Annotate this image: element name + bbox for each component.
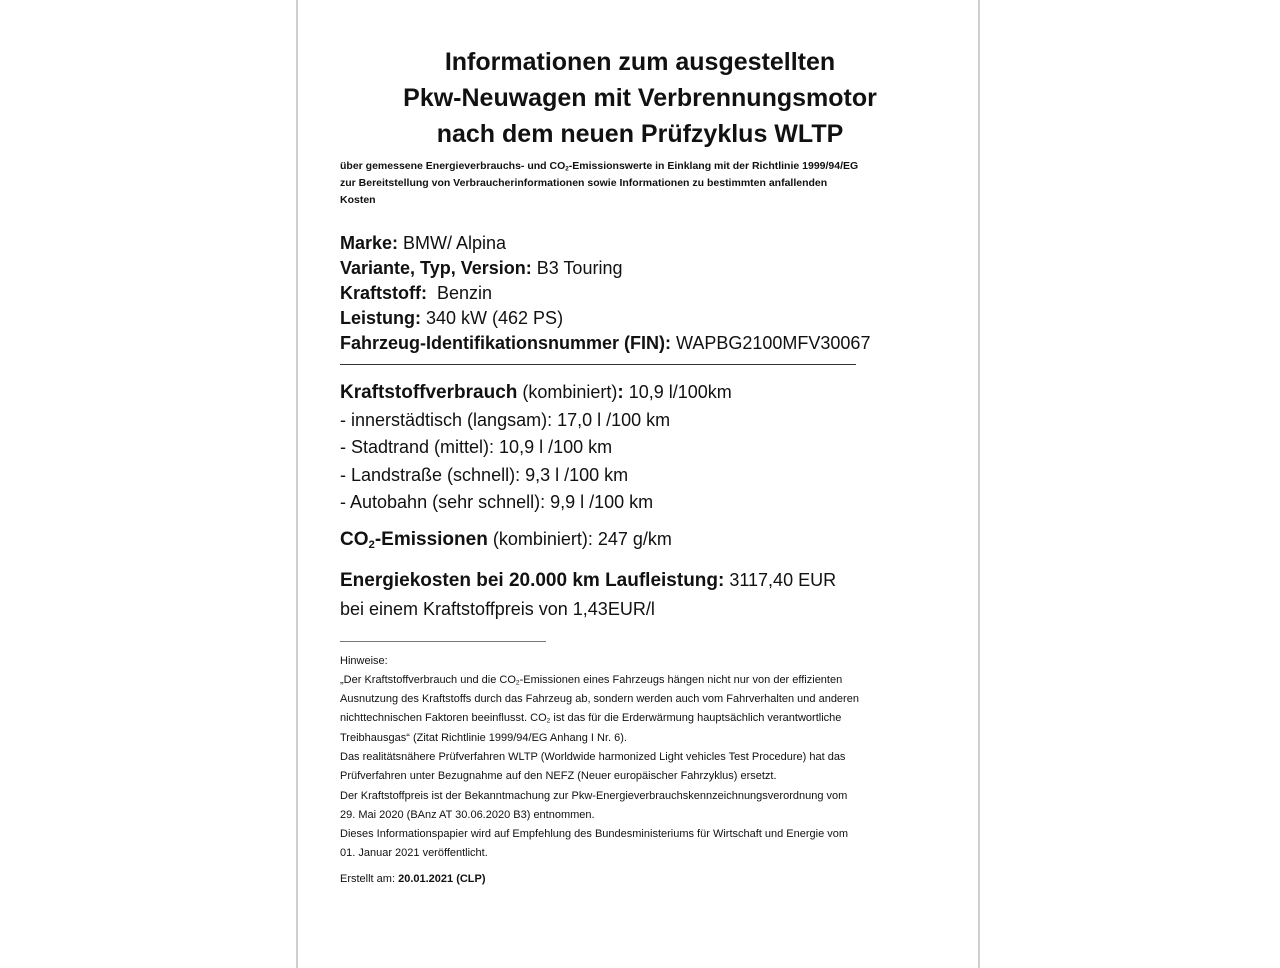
notes-quote-line-1	[340, 671, 940, 690]
subtitle-line-2: zur Bereitstellung von Verbraucherinformationen sowie Informationen zu bestimmten anfallenden	[340, 177, 828, 189]
created-value: 20.01.2021 (CLP)	[398, 872, 486, 885]
spec-value: WAPBG2100MFV30067	[671, 333, 871, 353]
spec-marke	[340, 231, 940, 256]
document-title	[340, 44, 940, 152]
fuel-line-highway: - Autobahn (sehr schnell): 9,9 l /100 km	[340, 492, 654, 512]
spec-label: Variante, Typ, Version:	[340, 258, 532, 278]
co2-subscript: 2	[565, 165, 569, 173]
fuel-line-suburban: - Stadtrand (mittel): 10,9 l /100 km	[340, 437, 613, 457]
spec-label: Kraftstoff:	[340, 283, 427, 303]
notes-section	[340, 652, 940, 864]
divider-line	[340, 364, 856, 365]
cost-line-1	[340, 566, 940, 595]
subtitle-line-3: Kosten	[340, 194, 376, 206]
fuel-combined	[340, 379, 940, 407]
energy-cost	[340, 566, 940, 623]
title-line-1: Informationen zum ausgestellten	[444, 48, 836, 76]
notes-text: -Emissionen eines Fahrzeugs hängen nicht nur von der effizienten	[519, 673, 843, 686]
fuel-colon: :	[617, 382, 624, 403]
notes-pub-line-1: Dieses Informationspapier wird auf Empfehlung des Bundesministeriums für Wirtschaft und Energie vom	[340, 828, 849, 841]
co2-subscript: 2	[515, 679, 520, 687]
notes-wltp-line-2: Prüfverfahren unter Bezugnahme auf den NEFZ (Neuer europäischer Fahrzyklus) ersetzt.	[340, 770, 777, 783]
notes-heading: Hinweise:	[340, 654, 388, 667]
spec-leistung	[340, 306, 940, 331]
notes-pub-line-2: 01. Januar 2021 veröffentlicht.	[340, 847, 488, 860]
notes-price-line-2: 29. Mai 2020 (BAnz AT 30.06.2020 B3) entnommen.	[340, 808, 595, 821]
spec-value: Benzin	[427, 283, 493, 303]
notes-quote-line-3	[340, 709, 940, 728]
co2-note: (kombiniert):	[487, 528, 593, 549]
cost-value: 3117,40 EUR	[724, 569, 837, 590]
cost-line-2: bei einem Kraftstoffpreis von 1,43EUR/l	[340, 598, 655, 619]
spec-fin	[340, 331, 940, 356]
document-content	[340, 44, 940, 889]
co2-label	[340, 529, 488, 550]
title-line-2: Pkw-Neuwagen mit Verbrennungsmotor	[403, 84, 877, 112]
footnote-divider	[340, 641, 546, 642]
notes-wltp-line-1: Das realitätsnähere Prüfverfahren WLTP (Worldwide harmonized Light vehicles Test Procedure) hat das	[340, 750, 846, 763]
spec-value: 340 kW (462 PS)	[421, 308, 564, 328]
co2-label-prefix: CO	[340, 528, 369, 550]
fuel-line-urban: - innerstädtisch (langsam): 17,0 l /100 km	[340, 409, 671, 430]
notes-text: „Der Kraftstoffverbrauch und die CO	[340, 673, 516, 686]
document-page	[296, 0, 980, 968]
cost-label: Energiekosten bei 20.000 km Laufleistung:	[340, 569, 725, 591]
notes-text: ist das für die Erderwärmung hauptsächlich verantwortliche	[550, 712, 842, 725]
co2-subscript: 2	[368, 538, 375, 551]
spec-variante	[340, 256, 940, 281]
title-line-3: nach dem neuen Prüfzyklus WLTP	[436, 120, 844, 148]
created-date	[340, 870, 940, 889]
fuel-line-rural: - Landstraße (schnell): 9,3 l /100 km	[340, 464, 629, 485]
notes-quote-line-4: Treibhausgas“ (Zitat Richtlinie 1999/94/EG Anhang I Nr. 6).	[340, 731, 627, 744]
co2-subscript: 2	[546, 718, 551, 726]
spec-value: B3 Touring	[531, 258, 623, 278]
subtitle-text: -Emissionswerte in Einklang mit der Richtlinie 1999/94/EG	[568, 160, 859, 172]
spec-value: BMW/ Alpina	[398, 233, 507, 253]
co2-value: 247 g/km	[592, 528, 672, 549]
notes-text: nichttechnischen Faktoren beeinflusst. CO	[340, 712, 547, 725]
subtitle-text: über gemessene Energieverbrauchs- und CO	[340, 160, 566, 172]
co2-label-suffix: -Emissionen	[374, 528, 488, 550]
notes-quote-line-2: Ausnutzung des Kraftstoffs durch das Fahrzeug ab, sondern werden auch vom Fahrverhalten und anderen	[340, 693, 859, 706]
fuel-label: Kraftstoffverbrauch	[340, 382, 518, 403]
document-subtitle	[340, 158, 940, 209]
fuel-combined-note: (kombiniert)	[517, 382, 618, 402]
spec-label: Leistung:	[340, 308, 421, 328]
vehicle-specs	[340, 231, 940, 356]
fuel-consumption	[340, 379, 940, 517]
notes-price-line-1: Der Kraftstoffpreis ist der Bekanntmachung zur Pkw-Energieverbrauchskennzeichnungsverordnung vom	[340, 789, 848, 802]
co2-emissions	[340, 525, 940, 554]
fuel-combined-value: 10,9 l/100km	[623, 382, 732, 402]
spec-kraftstoff	[340, 281, 940, 306]
created-label: Erstellt am:	[340, 872, 399, 885]
subtitle-line-1	[340, 158, 940, 175]
spec-label: Fahrzeug-Identifikationsnummer (FIN):	[340, 333, 672, 353]
spec-label: Marke:	[340, 233, 399, 253]
